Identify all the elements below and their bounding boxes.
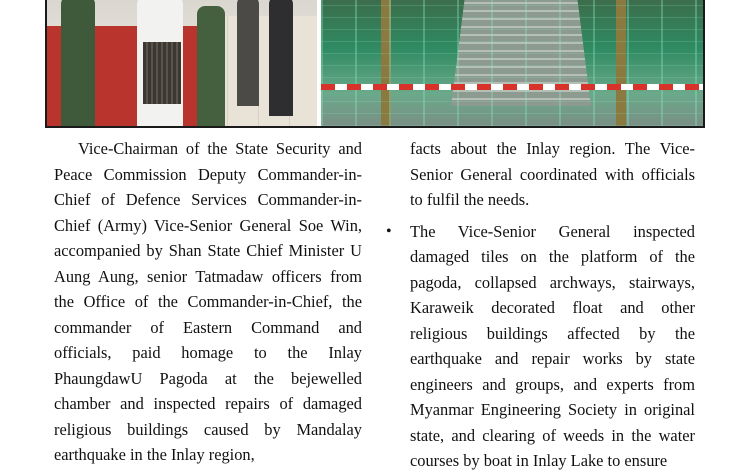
photo-scaffolded-stairway [321, 0, 703, 126]
photo-inspection-hall [47, 0, 317, 126]
left-text-column [54, 136, 362, 468]
officer-figure [197, 6, 225, 126]
article-paragraph: Vice-Chairman of the State Security and Peace Commission Deputy Commander-in-Chief of Defence Services Commander-in-Chief (Army) Vice-Senior General Soe Win, accompanied by Shan State Chief Minister U Aung Aung, senior Tatmadaw officers from the Office of the Commander-in-Chief, the commander of Eastern Command and officials, paid homage to the Inlay PhaungdawU Pagoda at the bejewelled chamber and inspected repairs of damaged religious buildings caused by Mandalay earthquake in the Inlay region, [54, 139, 362, 464]
right-text-column [386, 136, 695, 474]
paragraph-continuation: facts about the Inlay region. The Vice-Senior General coordinated with officials to fulfil the needs. [410, 139, 695, 209]
barrier-tape [321, 84, 703, 90]
bullet-icon: • [386, 222, 392, 240]
bullet-list-item [386, 219, 695, 474]
officer-figure [61, 0, 95, 126]
photo-frame [45, 0, 705, 128]
green-safety-net [321, 0, 703, 126]
official-figure [269, 0, 293, 116]
longyi-pattern [143, 42, 181, 104]
bullet-text: The Vice-Senior General inspected damaged tiles on the platform of the pagoda, collapsed archways, stairways, Karaweik decorated float and other religious buildings affected by the earthquake and repair works by state engineers and groups, and experts from Myanmar Engineering Society in original state, and clearing of weeds in the water courses by boat in Inlay Lake to ensure [410, 221, 695, 470]
official-figure [237, 0, 259, 106]
